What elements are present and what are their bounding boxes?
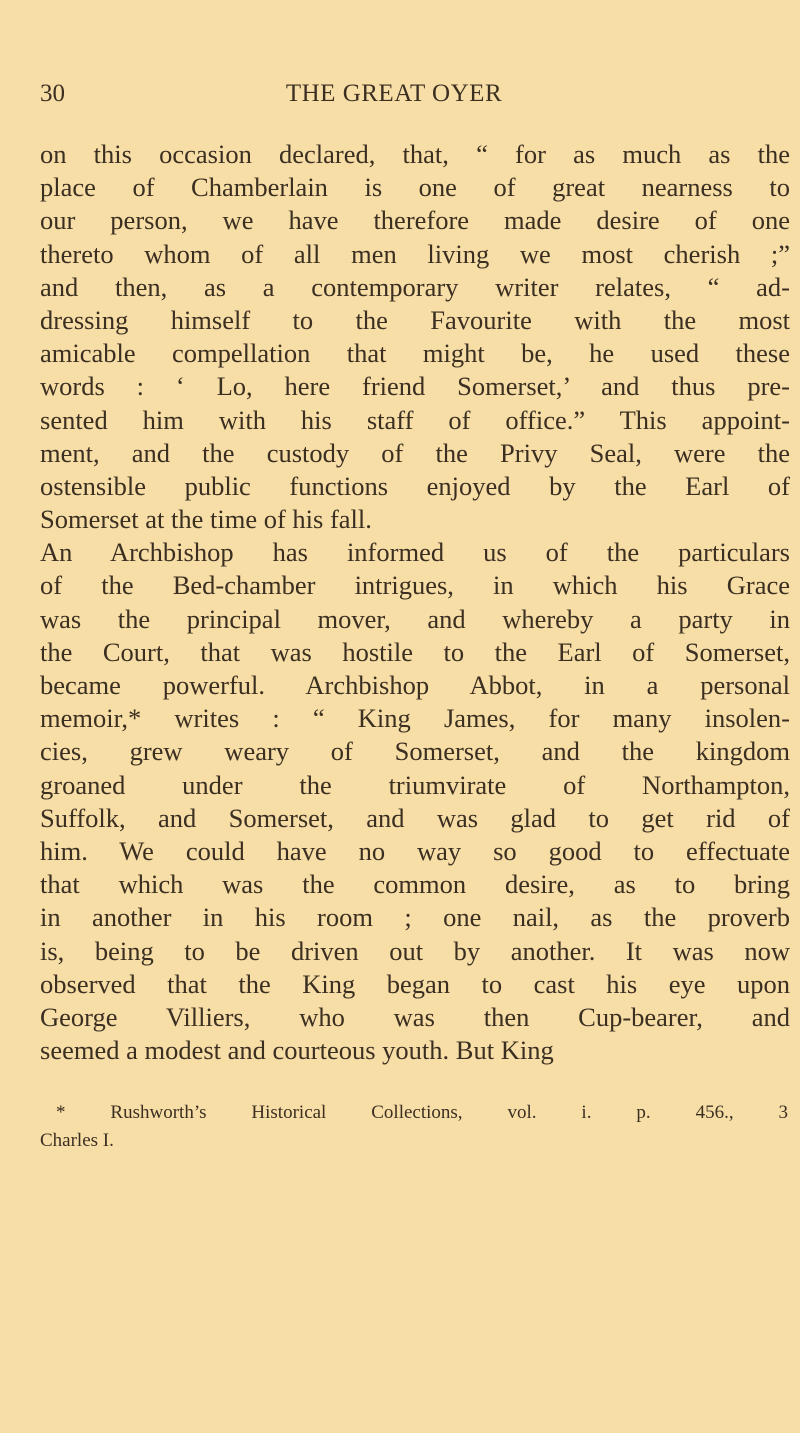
text-line: in another in his room ; one nail, as the proverb xyxy=(40,902,790,933)
body-text xyxy=(40,138,790,1067)
text-line: thereto whom of all men living we most cherish ;” xyxy=(40,238,790,269)
text-line: and then, as a contemporary writer relates, “ ad- xyxy=(40,271,790,302)
text-line: our person, we have therefore made desire of one xyxy=(40,205,790,236)
text-line: the Court, that was hostile to the Earl of Somerset, xyxy=(40,636,790,667)
text-line: observed that the King began to cast his eye upon xyxy=(40,968,790,999)
page-number: 30 xyxy=(40,80,65,107)
text-line: of the Bed-chamber intrigues, in which his Grace xyxy=(40,570,790,601)
text-line: was the principal mover, and whereby a party in xyxy=(40,603,790,634)
text-line: him. We could have no way so good to effectuate xyxy=(40,835,790,866)
text-line: ostensible public functions enjoyed by the Earl of xyxy=(40,470,790,501)
text-line: became powerful. Archbishop Abbot, in a personal xyxy=(40,670,790,700)
text-line: seemed a modest and courteous youth. But King xyxy=(40,1035,554,1066)
footnote-line: Charles I. xyxy=(40,1130,114,1151)
text-line: George Villiers, who was then Cup-bearer, and xyxy=(40,1001,790,1032)
text-line: dressing himself to the Favourite with the most xyxy=(40,304,790,335)
text-line: sented him with his staff of office.” This appoint- xyxy=(40,404,790,435)
text-line: words : ‘ Lo, here friend Somerset,’ and thus pre- xyxy=(40,371,790,402)
text-line: amicable compellation that might be, he used these xyxy=(40,338,790,369)
text-line: groaned under the triumvirate of Northampton, xyxy=(40,769,790,800)
text-line: is, being to be driven out by another. It was now xyxy=(40,935,790,966)
text-line: on this occasion declared, that, “ for as much as the xyxy=(40,139,790,169)
text-line: Suffolk, and Somerset, and was glad to get rid of xyxy=(40,802,790,833)
footnote-line: * Rushworth’s Historical Collections, vol. i. p. 456., 3 xyxy=(56,1102,788,1123)
text-line: place of Chamberlain is one of great nearness to xyxy=(40,172,790,203)
footnote xyxy=(40,1099,788,1155)
text-line: memoir,* writes : “ King James, for many insolen- xyxy=(40,703,790,734)
text-line: ment, and the custody of the Privy Seal, were the xyxy=(40,437,790,468)
text-line: cies, grew weary of Somerset, and the kingdom xyxy=(40,736,790,767)
text-line: that which was the common desire, as to bring xyxy=(40,869,790,900)
running-title: THE GREAT OYER xyxy=(285,80,503,107)
running-header xyxy=(40,80,748,116)
text-line: An Archbishop has informed us of the particulars xyxy=(40,537,790,568)
text-line: Somerset at the time of his fall. xyxy=(40,504,372,535)
